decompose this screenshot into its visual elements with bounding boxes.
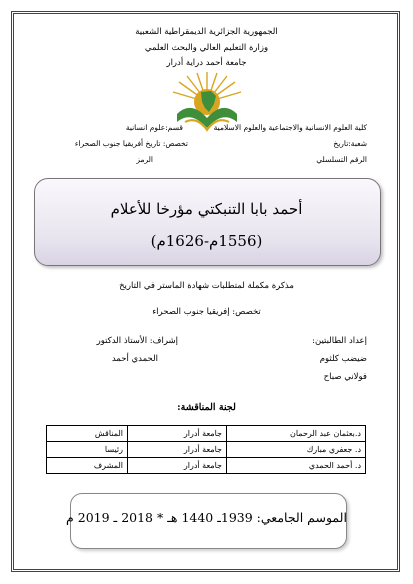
committee-table bbox=[46, 425, 366, 474]
code-label: الرمز bbox=[136, 155, 153, 164]
member-role: المشرف bbox=[47, 458, 128, 474]
academic-season: الموسم الجامعي: 1939ـ 1440 هـ * 2018 ـ 2019 م bbox=[66, 510, 347, 525]
university-heading: جامعة أحمد دراية أدرار bbox=[166, 58, 247, 68]
faculty-label: كلية العلوم الانسانية والاجتماعية والعلوم الاسلامية bbox=[213, 123, 367, 132]
branch-label: شعبة:تاريخ bbox=[333, 139, 367, 148]
ministry-heading: وزارة التعليم العالي والبحث العلمي bbox=[144, 43, 269, 53]
supervisor-label: إشراف: الأستاذ الدكتور bbox=[96, 336, 178, 346]
member-university: جامعة أدرار bbox=[128, 442, 227, 458]
students-label: إعداد الطالبتين: bbox=[312, 336, 367, 346]
student-name-1: ضيضب كلثوم bbox=[319, 354, 367, 364]
thesis-dates: (1556م-1626م) bbox=[150, 232, 263, 250]
member-university: جامعة أدرار bbox=[128, 426, 227, 442]
member-role: المناقش bbox=[47, 426, 128, 442]
serial-number-label: الرقم التسلسلي bbox=[316, 155, 367, 164]
republic-heading: الجمهورية الجزائرية الديمقراطية الشعبية bbox=[135, 27, 278, 37]
specialty-line: تخصص: إفريقيا جنوب الصحراء bbox=[152, 307, 261, 317]
specialty-top-label: تخصص: تاريخ أفريقيا جنوب الصحراء bbox=[74, 139, 188, 148]
member-name: د. جعفري مبارك bbox=[227, 442, 366, 458]
table-row bbox=[47, 442, 366, 458]
committee-title: لجنة المناقشة: bbox=[177, 402, 236, 413]
member-name: د. أحمد الحمدي bbox=[227, 458, 366, 474]
memo-description: مذكرة مكملة لمتطلبات شهادة الماستر في التاريخ bbox=[119, 281, 294, 291]
student-name-2: فولاني صباح bbox=[323, 372, 367, 382]
member-role: رئيسا bbox=[47, 442, 128, 458]
member-name: د.بعثمان عبد الرحمان bbox=[227, 426, 366, 442]
table-row bbox=[47, 458, 366, 474]
supervisor-name: الحمدي أحمد bbox=[111, 354, 158, 364]
title-box bbox=[34, 178, 381, 266]
member-university: جامعة أدرار bbox=[128, 458, 227, 474]
department-label: قسم:علوم انسانية bbox=[125, 123, 183, 132]
thesis-title: أحمد بابا التنبكتي مؤرخا للأعلام bbox=[110, 200, 303, 218]
table-row bbox=[47, 426, 366, 442]
